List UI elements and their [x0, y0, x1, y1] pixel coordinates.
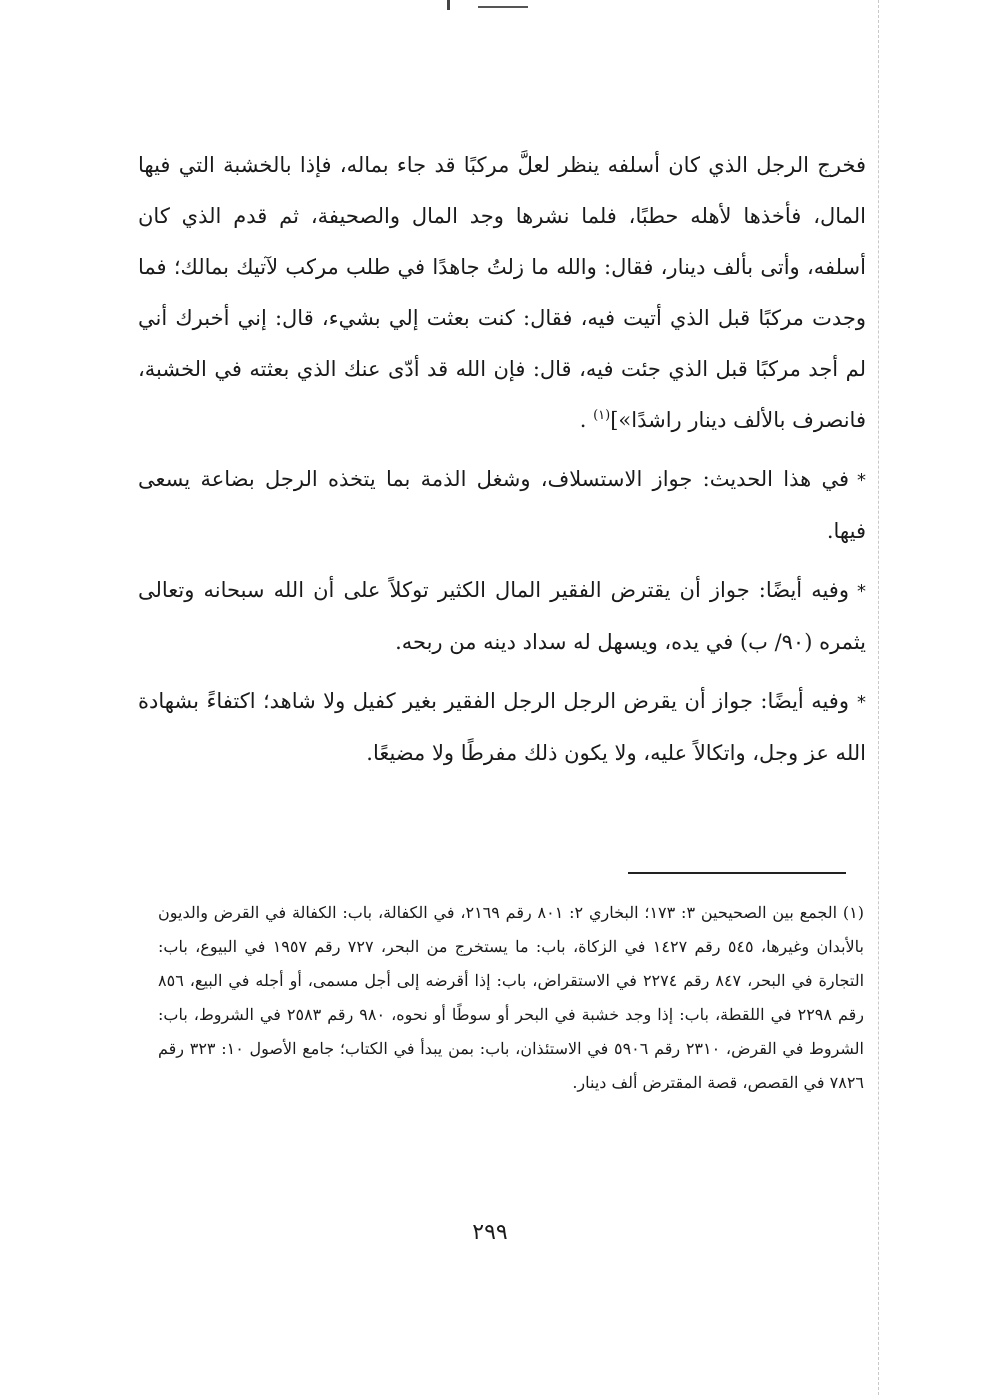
footnote [158, 896, 864, 1100]
top-mark [447, 0, 450, 10]
footnote-reference: (١) [593, 408, 611, 423]
paragraph-1-tail: . [579, 408, 594, 432]
paragraph-1 [138, 140, 866, 446]
paragraph-4 [138, 676, 866, 779]
paragraph-3-text: وفيه أيضًا: جواز أن يقترض الفقير المال الكثير توكلاً على أن الله سبحانه وتعالى يثمره (٩٠/ ب) في يده، ويسهل له سداد دينه من ربحه. [138, 578, 866, 654]
main-text [138, 140, 866, 779]
page-number: ٢٩٩ [472, 1220, 508, 1245]
bullet-marker: * [857, 581, 866, 602]
paragraph-3 [138, 565, 866, 668]
top-rule [478, 6, 528, 8]
page-edge [878, 0, 879, 1395]
footnote-number: (١) [842, 903, 864, 922]
bullet-marker: * [857, 470, 866, 491]
paragraph-1-text: فخرج الرجل الذي كان أسلفه ينظر لعلَّ مركبًا قد جاء بماله، فإذا بالخشبة التي فيها المال، فأخذها لأهله حطبًا، فلما نشرها وجد المال والصحيفة، ثم قدم الذي كان أسلفه، وأتى بألف دينار، فقال: والله ما زلتُ جاهدًا في طلب مركب لآتيك بمالك؛ فما وجدت مركبًا قبل الذي أتيت فيه، فقال: كنت بعثت إلي بشيء، قال: إني أخبرك أني لم أجد مركبًا قبل الذي جئت فيه، قال: فإن الله قد أدّى عنك الذي بعثته في الخشبة، فانصرف بالألف دينار راشدًا»] [138, 153, 866, 432]
bullet-marker: * [857, 692, 866, 713]
paragraph-2 [138, 454, 866, 557]
footnote-separator [628, 872, 846, 874]
footnote-text: الجمع بين الصحيحين ٣: ١٧٣؛ البخاري ٢: ٨٠١ رقم ٢١٦٩، في الكفالة، باب: الكفالة في القرض والديون بالأبدان وغيرها، ٥٤٥ رقم ١٤٢٧ في الزكاة، باب: ما يستخرج من البحر، ٧٢٧ رقم ١٩٥٧ في البيوع، باب: التجارة في البحر، ٨٤٧ رقم ٢٢٧٤ في الاستقراض، باب: إذا أقرضه إلى أجل مسمى، أو أجله في البيع، ٨٥٦ رقم ٢٢٩٨ في اللقطة، باب: إذا وجد خشبة في البحر أو سوطًا أو نحوه، ٩٨٠ رقم ٢٥٨٣ في الشروط، باب: الشروط في القرض، ٢٣١٠ رقم ٥٩٠٦ في الاستئذان، باب: بمن يبدأ في الكتاب؛ جامع الأصول ١٠: ٣٢٣ رقم ٧٨٢٦ في القصص، قصة المقترض ألف دينار. [158, 903, 865, 1092]
footnote-body [158, 896, 864, 1100]
paragraph-2-text: في هذا الحديث: جواز الاستسلاف، وشغل الذمة بما يتخذه الرجل بضاعة يسعى فيها. [138, 467, 866, 543]
paragraph-4-text: وفيه أيضًا: جواز أن يقرض الرجل الرجل الفقير بغير كفيل ولا شاهد؛ اكتفاءً بشهادة الله عز وجل، واتكالاً عليه، ولا يكون ذلك مفرطًا ولا مضيعًا. [138, 689, 866, 765]
